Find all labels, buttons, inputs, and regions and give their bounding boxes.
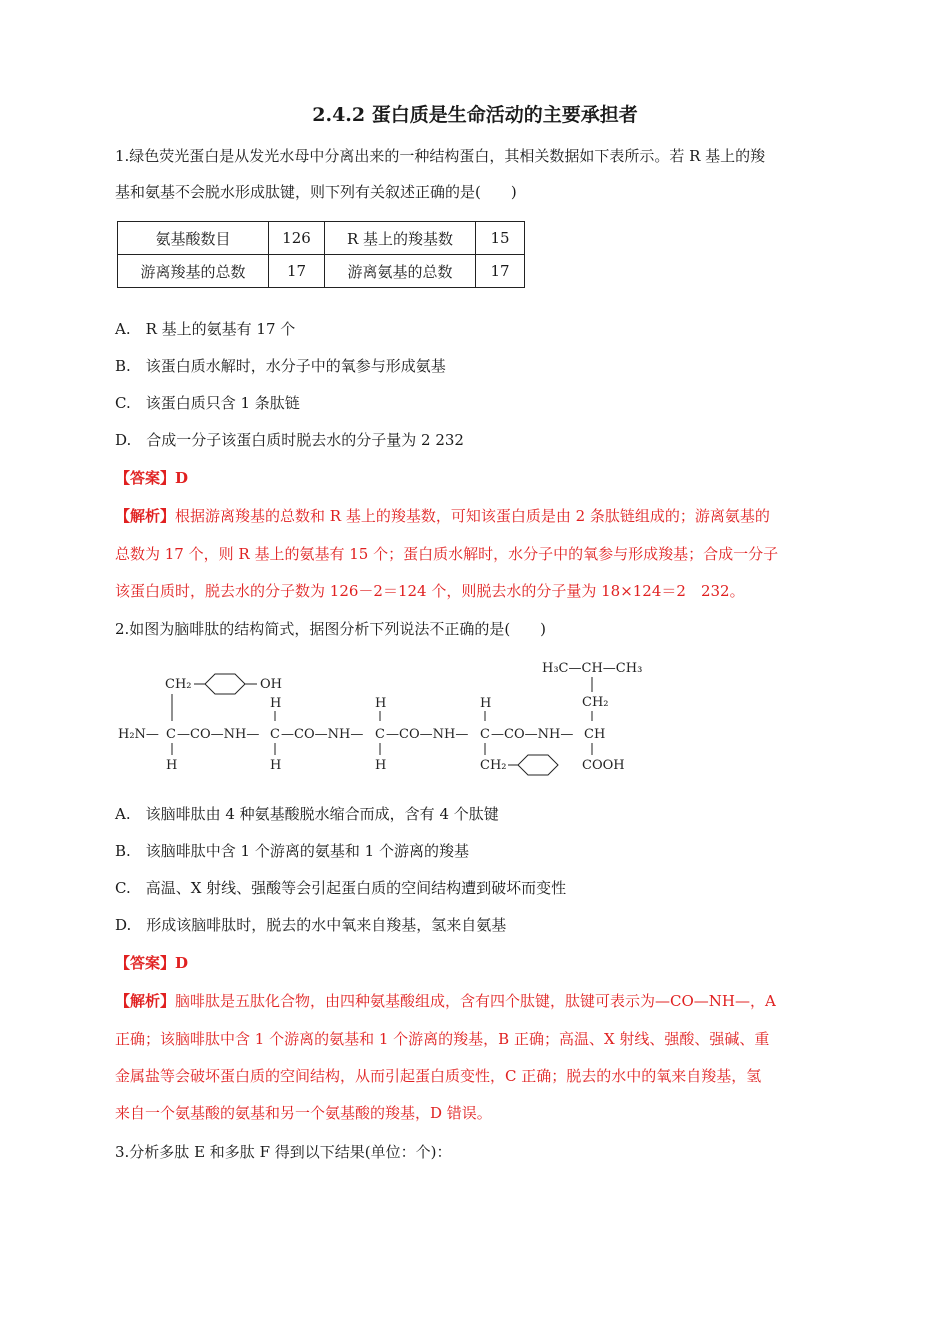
h-label: H — [375, 696, 387, 711]
c-label: C — [480, 727, 490, 742]
h-label: H — [270, 758, 282, 773]
benzene-ring-icon — [205, 674, 245, 694]
q1-option-a: A. R 基上的氨基有 17 个 — [115, 320, 296, 338]
table-cell: 17 — [269, 255, 325, 288]
table-cell: 游离氨基的总数 — [325, 255, 476, 288]
enkephalin-structure-diagram — [110, 652, 650, 780]
analysis-text: 根据游离羧基的总数和 R 基上的羧基数，可知该蛋白质是由 2 条肽链组成的；游离氨基的 — [175, 507, 770, 525]
q2-option-d: D. 形成该脑啡肽时，脱去的水中氧来自羧基，氢来自氨基 — [115, 916, 507, 934]
q1-option-d: D. 合成一分子该蛋白质时脱去水的分子量为 2 232 — [115, 431, 464, 449]
q1-data-table — [117, 221, 525, 288]
q1-option-c: C. 该蛋白质只含 1 条肽链 — [115, 394, 300, 412]
h-label: H — [375, 758, 387, 773]
q1-analysis-line3: 该蛋白质时，脱去水的分子数为 126－2＝124 个，则脱去水的分子量为 18×124＝2 232。 — [115, 582, 745, 600]
h-label: H — [480, 696, 492, 711]
c-label: C — [375, 727, 385, 742]
table-cell: 17 — [476, 255, 525, 288]
benzene-ring-icon — [518, 755, 558, 775]
leu-top-chain: H₃C—CH—CH₃ — [542, 661, 643, 676]
oh-label: OH — [260, 677, 282, 692]
table-cell: R 基上的羧基数 — [325, 222, 476, 255]
c-label: C — [166, 727, 176, 742]
ch2-label: CH₂ — [165, 677, 192, 692]
q2-analysis-line1 — [115, 990, 776, 1012]
q2-option-a: A. 该脑啡肽由 4 种氨基酸脱水缩合而成，含有 4 个肽键 — [115, 805, 499, 823]
q3-stem: 3.分析多肽 E 和多肽 F 得到以下结果(单位：个)： — [115, 1143, 452, 1161]
q2-option-b: B. 该脑啡肽中含 1 个游离的氨基和 1 个游离的羧基 — [115, 842, 469, 860]
table-cell: 15 — [476, 222, 525, 255]
q1-option-b: B. 该蛋白质水解时，水分子中的氧参与形成氨基 — [115, 357, 446, 375]
q1-analysis-line2: 总数为 17 个，则 R 基上的氨基有 15 个；蛋白质水解时，水分子中的氧参与形成羧基；合成一分子 — [115, 545, 779, 563]
analysis-label: 【解析】 — [115, 992, 176, 1010]
analysis-text: 脑啡肽是五肽化合物，由四种氨基酸组成，含有四个肽键，肽键可表示为—CO—NH—，A — [175, 992, 776, 1010]
q1-stem-line1: 1.绿色荧光蛋白是从发光水母中分离出来的一种结构蛋白，其相关数据如下表所示。若 R 基上的羧 — [115, 147, 766, 165]
h-label: H — [166, 758, 178, 773]
peptide-bond-label: —CO—NH— — [177, 727, 260, 742]
table-cell: 氨基酸数目 — [118, 222, 269, 255]
ch2-label: CH₂ — [582, 695, 609, 710]
h-label: H — [270, 696, 282, 711]
ch-label: CH — [584, 727, 606, 742]
q2-option-c: C. 高温、X 射线、强酸等会引起蛋白质的空间结构遭到破坏而变性 — [115, 879, 567, 897]
q1-stem-line2: 基和氨基不会脱水形成肽键，则下列有关叙述正确的是( ) — [115, 183, 517, 201]
c-label: C — [270, 727, 280, 742]
q1-analysis-line1 — [115, 505, 770, 527]
peptide-bond-label: —CO—NH— — [386, 727, 469, 742]
table-row — [118, 255, 525, 288]
page-title: 2.4.2 蛋白质是生命活动的主要承担者 — [312, 104, 638, 126]
answer-label: 【答案】 — [115, 469, 176, 487]
table-row — [118, 222, 525, 255]
answer-label: 【答案】 — [115, 954, 176, 972]
table-cell: 126 — [269, 222, 325, 255]
analysis-label: 【解析】 — [115, 507, 176, 525]
table-cell: 游离羧基的总数 — [118, 255, 269, 288]
q2-analysis-line3: 金属盐等会破坏蛋白质的空间结构，从而引起蛋白质变性，C 正确；脱去的水中的氧来自羧基，氢 — [115, 1067, 762, 1085]
cooh-label: COOH — [582, 758, 625, 773]
answer-value: D — [175, 469, 189, 487]
peptide-bond-label: —CO—NH— — [491, 727, 574, 742]
q2-answer — [115, 952, 188, 974]
h2n-label: H₂N— — [118, 727, 159, 742]
answer-value: D — [175, 954, 189, 972]
peptide-bond-label: —CO—NH— — [281, 727, 364, 742]
ch2-label: CH₂ — [480, 758, 507, 773]
q2-analysis-line4: 来自一个氨基酸的氨基和另一个氨基酸的羧基，D 错误。 — [115, 1104, 492, 1122]
q2-stem: 2.如图为脑啡肽的结构简式，据图分析下列说法不正确的是( ) — [115, 620, 547, 638]
q2-analysis-line2: 正确；该脑啡肽中含 1 个游离的氨基和 1 个游离的羧基，B 正确；高温、X 射线、强酸、强碱、重 — [115, 1030, 770, 1048]
q1-answer — [115, 467, 188, 489]
